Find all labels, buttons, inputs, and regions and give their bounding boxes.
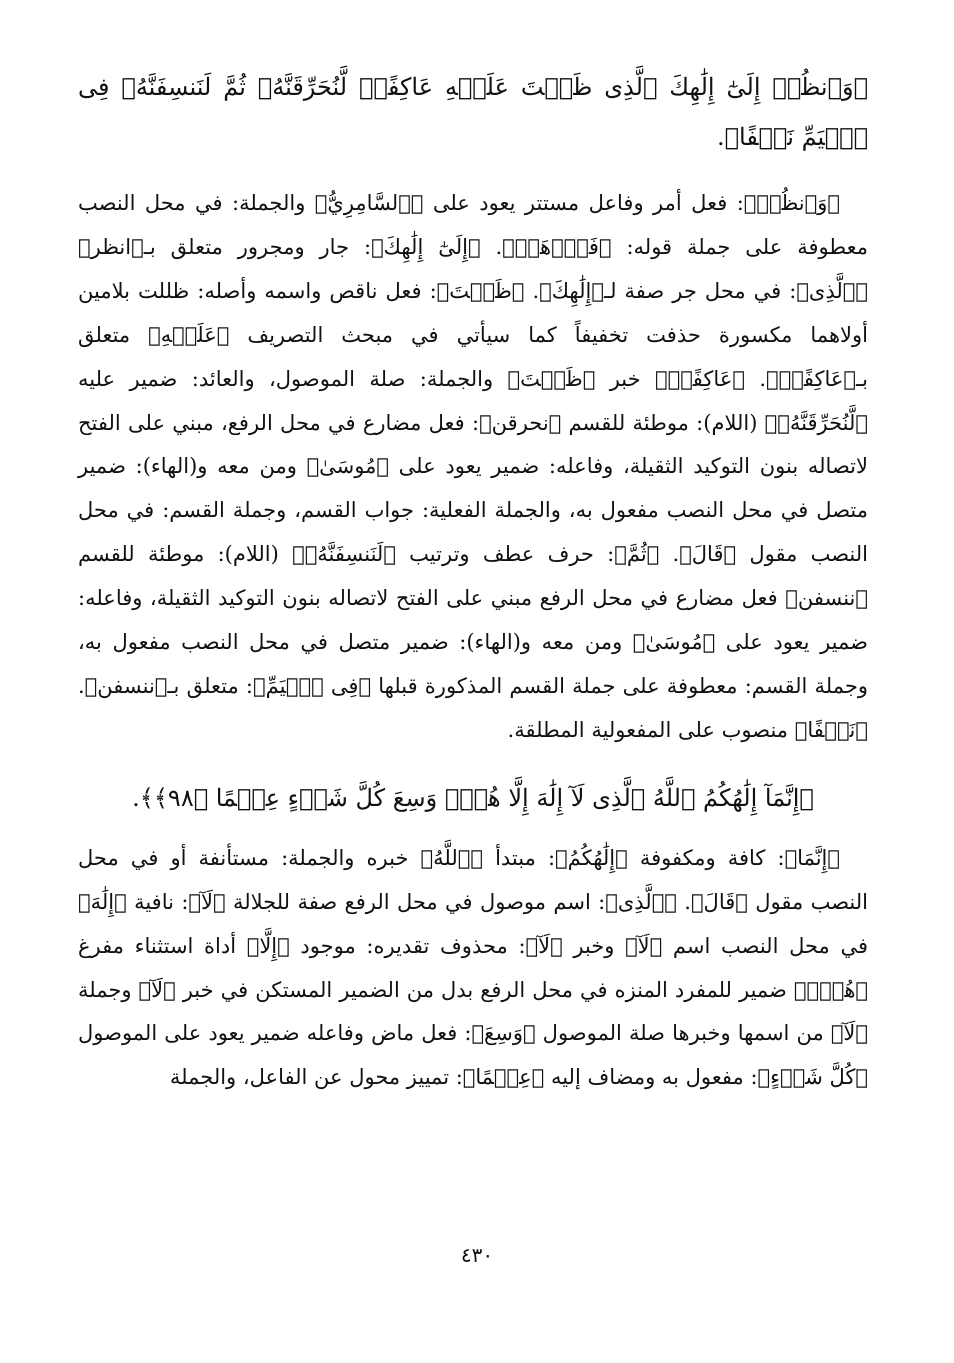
grammar-explanation-2: ﴿إِنَّمَا﴾: كافة ومكفوفة ﴿إِلَٰهُكُمُ﴾: مبتدأ ﴿ٱللَّهُ﴾ خبره والجملة: مستأنفة أو في محل النصب مقول ﴿قَالَ﴾. ﴿ٱلَّذِى﴾: اسم موصول في محل الرفع صفة للجلالة ﴿لَآ﴾: نافية ﴿إِلَٰهَ﴾ في محل النصب اسم ﴿لَآ﴾ وخبر ﴿لَآ﴾: محذوف تقديره: موجود ﴿إِلَّا﴾ أداة استثناء مفرغ ﴿هُوَۚ﴾ ضمير للمفرد المنزه في محل الرفع بدل من الضمير المستكن في خبر ﴿لَآ﴾ وجملة ﴿لَآ﴾ من اسمها وخبرها صلة الموصول ﴿وَسِعَ﴾: فعل ماض وفاعله ضمير يعود على الموصول ﴿كُلَّ شَىۡءٍ﴾: مفعول به ومضاف إليه ﴿عِلۡمًا﴾: تمييز محول عن الفاعل، والجملة	[78, 845, 868, 1090]
quran-verse-1: ﴿وَٱنظُرۡ إِلَىٰٓ إِلَٰهِكَ ٱلَّذِى ظَلۡتَ عَلَيۡهِ عَاكِفًاۖ لَّنُحَرِّقَنَّهُۥ ثُمَّ لَنَنسِفَنَّهُۥ فِى ٱلۡيَمِّ نَسۡفًا﴾.	[78, 73, 868, 151]
spacer	[78, 753, 868, 773]
grammar-explanation-1: ﴿وَٱنظُرۡ﴾: فعل أمر وفاعل مستتر يعود على ﴿ٱلسَّامِرِيُّ﴾ والجملة: في محل النصب معطوفة على جملة قوله: ﴿فَٱذۡهَبۡ﴾. ﴿إِلَىٰٓ إِلَٰهِكَ﴾: جار ومجرور متعلق بـ﴿انظر﴾ ﴿ٱلَّذِى﴾: في محل جر صفة لـ﴿إِلَٰهِكَ﴾. ﴿ظَلۡتَ﴾: فعل ناقص واسمه وأصله: ظللت بلامين أولاهما مكسورة حذفت تخفيفاً كما سيأتي في مبحث التصريف ﴿عَلَيۡهِ﴾ متعلق بـ﴿عَاكِفًاۖ﴾. ﴿عَاكِفًاۖ﴾ خبر ﴿ظَلۡتَ﴾ والجملة: صلة الموصول، والعائد: ضمير عليه ﴿لَّنُحَرِّقَنَّهُۥ﴾ (اللام): موطئة للقسم ﴿نحرقن﴾: فعل مضارع في محل الرفع، مبني على الفتح لاتصاله بنون التوكيد الثقيلة، وفاعله: ضمير يعود على ﴿مُوسَىٰ﴾ ومن معه و(الهاء): ضمير متصل في محل النصب مفعول به، والجملة الفعلية: جواب القسم، وجملة القسم: في محل النصب مقول ﴿قَالَ﴾. ﴿ثُمَّ﴾: حرف عطف وترتيب ﴿لَنَنسِفَنَّهُۥ﴾ (اللام): موطئة للقسم ﴿ننسفن﴾ فعل مضارع في محل الرفع مبني على الفتح لاتصاله بنون التوكيد الثقيلة، وفاعله: ضمير يعود على ﴿مُوسَىٰ﴾ ومن معه و(الهاء): ضمير متصل في محل النصب مفعول به، وجملة القسم: معطوفة على جملة القسم المذكورة قبلها ﴿فِى ٱلۡيَمِّ﴾: متعلق بـ﴿ننسفن﴾. ﴿نَسۡفًا﴾ منصوب على المفعولية المطلقة.	[78, 191, 868, 742]
spacer	[78, 823, 868, 837]
document-page	[78, 62, 868, 1352]
quran-verse-2: ﴿إِنَّمَآ إِلَٰهُكُمُ ٱللَّهُ ٱلَّذِى لَآ إِلَٰهَ إِلَّا هُوَۚ وَسِعَ كُلَّ شَىۡءٍ عِلۡمًا ﴿٩٨﴾﴾.	[132, 783, 814, 812]
spacer	[78, 162, 868, 182]
page-number: ٤٣٠	[460, 1243, 494, 1267]
